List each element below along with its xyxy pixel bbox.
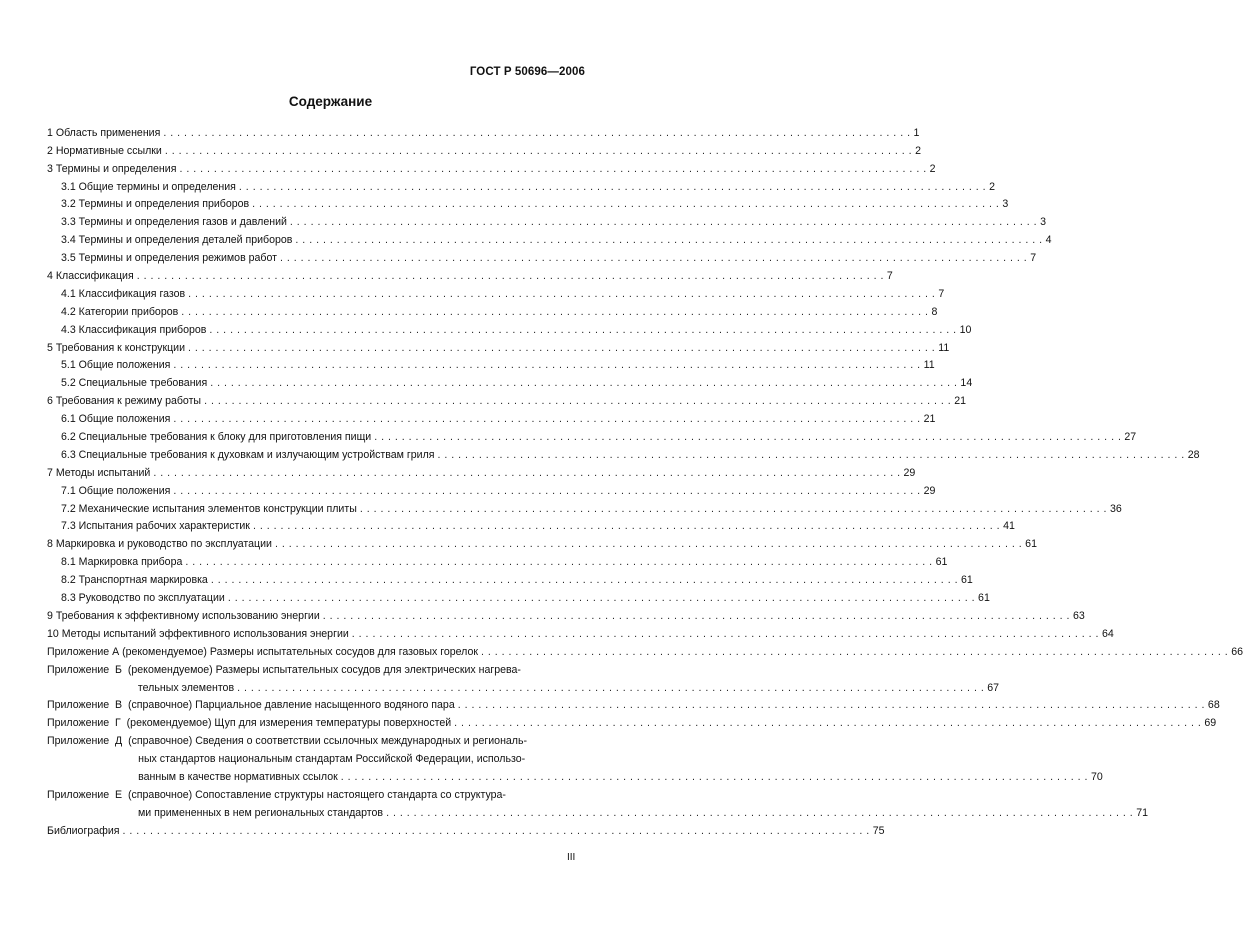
annex-title-line: (справочное) Сведения о соответствии ссылочных международных и региональ- (128, 735, 528, 748)
dot-leader (163, 127, 910, 139)
toc-entry-page: 10 (959, 323, 972, 336)
toc-entry-page: 11 (938, 341, 950, 354)
toc-entry[interactable] (47, 175, 996, 193)
toc-entry-label: 9 Требования к эффективному использованию энергии (47, 609, 320, 622)
toc-entry-label: 3 Термины и определения (47, 162, 177, 175)
dot-leader (341, 771, 1088, 783)
toc-entry-page: 75 (872, 824, 885, 837)
toc-entry-page: 66 (1231, 645, 1243, 658)
toc-entry-page: 14 (960, 377, 973, 390)
annex-title-line: ми примененных в нем региональных стандартов (137, 806, 384, 819)
dot-leader (185, 556, 932, 568)
dot-leader (188, 288, 935, 300)
toc-entry[interactable] (47, 586, 990, 605)
dot-leader (209, 324, 956, 336)
toc-annex-entry[interactable] (47, 729, 1103, 783)
toc-entry-label: 8.1 Маркировка прибора (61, 556, 183, 569)
dot-leader (179, 163, 926, 175)
toc-entry-label: Библиография (47, 824, 120, 837)
toc-entry-label: 7.3 Испытания рабочих характеристик (61, 520, 250, 533)
toc-entry[interactable] (47, 139, 921, 157)
toc-entry[interactable] (47, 228, 1052, 247)
toc-entry-page: 3 (1040, 216, 1047, 229)
toc-entry-page: 7 (886, 270, 893, 283)
toc-entry[interactable] (47, 300, 938, 318)
dot-leader (352, 628, 1099, 640)
toc-entry-label: 4 Классификация (47, 270, 134, 283)
dot-leader (438, 449, 1185, 461)
dot-leader (295, 234, 1042, 246)
dot-leader (122, 825, 869, 837)
dot-leader (210, 377, 957, 389)
toc-annex-entry[interactable] (47, 658, 1000, 694)
dot-leader (181, 306, 928, 318)
dot-leader (188, 342, 935, 354)
toc-annex-entry[interactable] (47, 783, 1149, 819)
dot-leader (173, 413, 920, 425)
dot-leader (454, 717, 1201, 729)
toc-entry[interactable] (47, 371, 973, 390)
dot-leader (481, 646, 1228, 658)
toc-entry[interactable] (47, 121, 920, 139)
toc-entry[interactable] (47, 640, 1243, 658)
toc-annex-entry[interactable] (47, 694, 1220, 712)
dot-leader (153, 467, 900, 479)
toc-entry[interactable] (47, 282, 945, 300)
toc-entry[interactable] (47, 550, 948, 569)
dot-leader (165, 145, 912, 157)
annex-head: Приложение Г (47, 717, 127, 730)
toc-entry-label: 5.2 Специальные требования (61, 377, 208, 390)
toc-entry-page: 36 (1110, 502, 1122, 515)
toc-entry-label: 4.3 Классификация приборов (61, 323, 207, 336)
toc-entry-page: 64 (1101, 627, 1114, 640)
toc-entry-page: 41 (1003, 520, 1015, 533)
toc-entry-label: 10 Методы испытаний эффективного использования энергии (47, 627, 349, 640)
toc-entry-page: 29 (903, 466, 916, 479)
toc-entry-label: 6.2 Специальные требования к блоку для приготовления пищи (61, 431, 372, 444)
toc-entry-label: 4.2 Категории приборов (61, 305, 179, 318)
page-number: III (567, 852, 576, 863)
dot-leader (374, 431, 1121, 443)
toc-entry-page: 29 (923, 484, 936, 497)
toc-entry-label: 6 Требования к режиму работы (47, 395, 202, 408)
toc-entry-label: 2 Нормативные ссылки (47, 144, 162, 157)
dot-leader (173, 485, 920, 497)
toc-entry-page: 61 (978, 592, 990, 605)
annex-head: Приложение В (47, 699, 128, 712)
table-of-contents (47, 121, 1243, 837)
toc-entry-page: 7 (938, 287, 945, 300)
toc-entry[interactable] (47, 193, 1009, 211)
dot-leader (458, 699, 1205, 711)
toc-entry-page: 27 (1124, 431, 1137, 444)
toc-entry-page: 71 (1136, 806, 1149, 819)
toc-entry-label: 3.5 Термины и определения режимов работ (61, 252, 277, 265)
toc-entry-page: 69 (1204, 717, 1217, 730)
annex-title-line: ных стандартов национальным стандартам Российской Федерации, использо- (138, 753, 526, 766)
toc-entry[interactable] (47, 264, 893, 283)
annex-head: Приложение Е (47, 788, 128, 801)
toc-entry-page: 1 (913, 126, 920, 139)
toc-entry[interactable] (47, 389, 967, 408)
toc-entry[interactable] (47, 604, 1085, 622)
toc-entry-label: 3.1 Общие термины и определения (61, 180, 236, 193)
dot-leader (290, 216, 1037, 228)
toc-entry-label: 8 Маркировка и руководство по эксплуатации (47, 538, 272, 551)
dot-leader (275, 538, 1022, 550)
toc-entry-page: 2 (929, 162, 936, 175)
toc-entry[interactable] (47, 622, 1114, 640)
toc-entry-label: 5.1 Общие положения (61, 359, 171, 372)
annex-title-line: (справочное) Парциальное давление насыщенного водяного пара (127, 699, 455, 712)
toc-entry[interactable] (47, 515, 1015, 533)
toc-entry[interactable] (47, 568, 973, 587)
dot-leader (228, 592, 975, 604)
toc-entry[interactable] (47, 318, 972, 336)
toc-entry-label: 3.2 Термины и определения приборов (61, 198, 250, 211)
toc-entry-page: 21 (954, 395, 967, 408)
toc-entry[interactable] (47, 443, 1200, 461)
toc-entry[interactable] (47, 532, 1037, 551)
annex-title-line: (рекомендуемое) Щуп для измерения температуры поверхностей (126, 717, 452, 730)
toc-entry-page: 70 (1090, 770, 1103, 783)
dot-leader (211, 574, 958, 586)
dot-leader (239, 181, 986, 193)
annex-title-line: тельных элементов (137, 681, 235, 694)
toc-entry-page: 4 (1045, 234, 1052, 247)
toc-entry-label: 4.1 Классификация газов (61, 287, 186, 300)
dot-leader (360, 503, 1107, 515)
dot-leader (280, 252, 1027, 264)
toc-entry-label: 8.3 Руководство по эксплуатации (61, 592, 225, 605)
toc-entry[interactable] (47, 407, 936, 426)
dot-leader (253, 520, 1000, 532)
document-code: ГОСТ Р 50696—2006 (469, 66, 585, 78)
toc-entry-page: 61 (961, 574, 973, 587)
toc-entry-page: 21 (923, 413, 936, 426)
toc-entry-label: 7.2 Механические испытания элементов конструкции плиты (61, 502, 357, 515)
toc-annex-entry[interactable] (47, 711, 1217, 730)
toc-entry-page: 3 (1002, 198, 1009, 211)
toc-entry-label: 7 Методы испытаний (47, 466, 151, 479)
toc-entry[interactable] (47, 354, 935, 372)
toc-entry[interactable] (47, 479, 936, 497)
dot-leader (323, 610, 1070, 622)
toc-entry-label: 1 Область применения (47, 126, 161, 139)
toc-entry-label: 3.4 Термины и определения деталей приборов (61, 234, 293, 247)
toc-entry[interactable] (47, 246, 1037, 265)
toc-bibliography[interactable] (47, 819, 885, 837)
toc-entry-page: 8 (931, 305, 938, 318)
toc-entry-page: 2 (915, 144, 921, 157)
toc-entry-page: 61 (935, 556, 948, 569)
toc-entry-label: 3.3 Термины и определения газов и давлений (61, 216, 287, 229)
page-title: Содержание (288, 94, 373, 109)
toc-entry-page: 68 (1207, 699, 1220, 712)
annex-title-line: ванным в качестве нормативных ссылок (138, 770, 338, 783)
toc-entry[interactable] (47, 425, 1137, 444)
toc-entry-label: 7.1 Общие положения (61, 484, 171, 497)
annex-head: Приложение Б (47, 663, 128, 676)
toc-entry-page: 11 (923, 359, 935, 372)
toc-entry-page: 28 (1187, 448, 1200, 461)
dot-leader (137, 270, 884, 282)
toc-entry-page: 63 (1072, 609, 1085, 622)
dot-leader (252, 198, 999, 210)
toc-entry-label: Приложение А (рекомендуемое) Размеры испытательных сосудов для газовых горелок (47, 645, 478, 658)
toc-entry[interactable] (47, 210, 1047, 229)
toc-entry-label: 6.3 Специальные требования к духовкам и излучающим устройствам гриля (61, 448, 435, 461)
toc-entry-page: 61 (1025, 538, 1037, 551)
toc-entry[interactable] (47, 336, 950, 354)
annex-head: Приложение Д (47, 735, 129, 748)
toc-entry-label: 6.1 Общие положения (61, 413, 171, 426)
toc-entry-label: 8.2 Транспортная маркировка (61, 574, 208, 587)
toc-entry-page: 7 (1030, 252, 1037, 265)
dot-leader (173, 359, 920, 371)
toc-entry-page: 67 (987, 681, 1000, 694)
dot-leader (237, 682, 984, 694)
toc-entry-label: 5 Требования к конструкции (47, 341, 186, 354)
toc-entry-page: 2 (989, 180, 996, 193)
annex-title-line: (справочное) Сопоставление структуры настоящего стандарта со структура- (127, 788, 506, 801)
dot-leader (204, 395, 951, 407)
annex-title-line: (рекомендуемое) Размеры испытательных сосудов для электрических нагрева- (127, 663, 521, 676)
toc-entry[interactable] (47, 157, 936, 175)
dot-leader (386, 807, 1133, 819)
toc-entry[interactable] (47, 461, 916, 479)
toc-entry[interactable] (47, 497, 1122, 515)
